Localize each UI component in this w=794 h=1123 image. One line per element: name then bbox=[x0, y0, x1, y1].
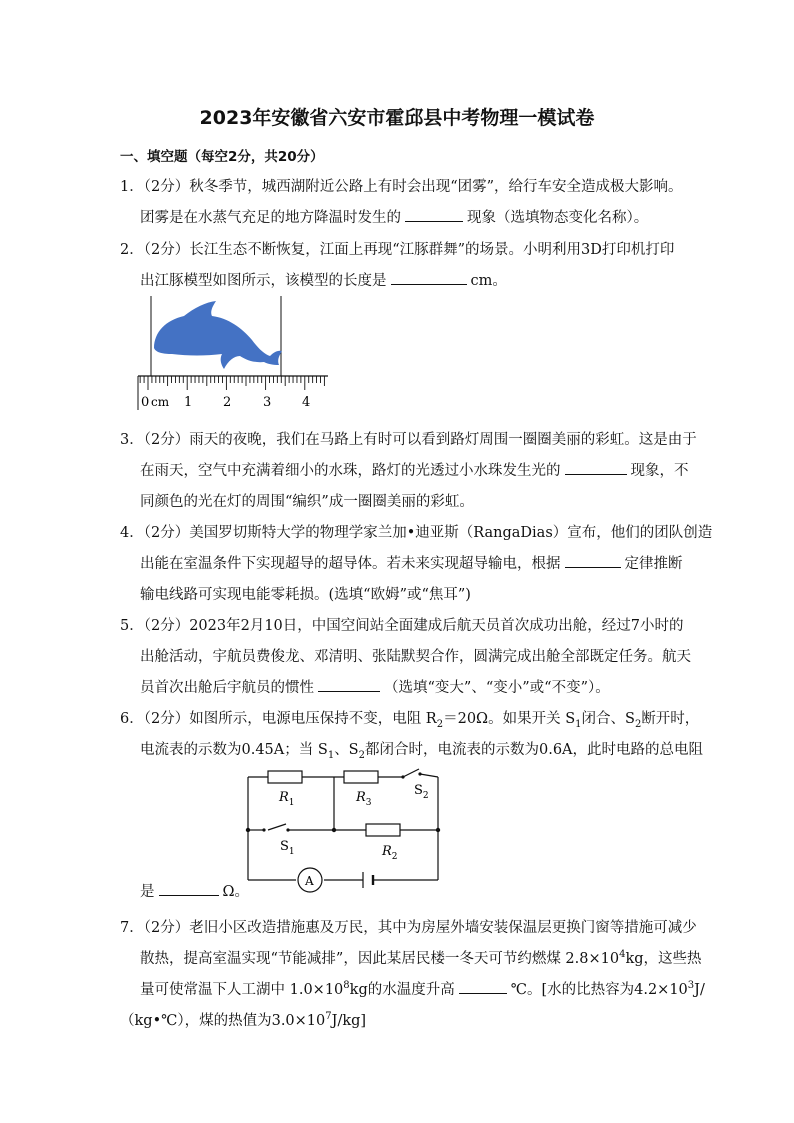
q3-line-3: 同颜色的光在灯的周围“编织”成一圈圈美丽的彩虹。 bbox=[140, 494, 474, 510]
answer-blank[interactable] bbox=[459, 979, 507, 994]
resistor-r2 bbox=[366, 824, 400, 836]
ruler-label-2: 2 bbox=[223, 395, 232, 410]
answer-blank[interactable] bbox=[159, 881, 219, 896]
ruler-unit: cm bbox=[151, 395, 170, 409]
label-r1: $R_1$ bbox=[279, 790, 295, 808]
q7-line-2: 散热，提高室温实现“节能减排”，因此某居民楼一冬天可节约燃煤 $2.8\times 10^4kg$，这些热 bbox=[140, 949, 702, 967]
page-title: 2023年安徽省六安市霍邱县中考物理一模试卷 bbox=[199, 107, 595, 129]
q2-line-1: 2．（2分）长江生态不断恢复，江面上再现“江豚群舞”的场景。小明利用3D打印机打印 bbox=[120, 242, 675, 258]
answer-blank[interactable] bbox=[565, 460, 627, 475]
q2-line-2: 出江豚模型如图所示，该模型的长度是 cm。 bbox=[140, 269, 507, 290]
answer-blank[interactable] bbox=[391, 270, 467, 285]
q6-line-3: 是 Ω。 bbox=[140, 880, 249, 901]
resistor-r3 bbox=[344, 771, 378, 783]
q7-line-1: 7．（2分）老旧小区改造措施惠及万民，其中为房屋外墙安装保温层更换门窗等措施可减少 bbox=[120, 920, 697, 936]
q3-line-2: 在雨天，空气中充满着细小的水珠，路灯的光透过小水珠发生光的 现象，不 bbox=[140, 459, 689, 480]
answer-blank[interactable] bbox=[565, 553, 621, 568]
q3-line-1: 3．（2分）雨天的夜晚，我们在马路上有时可以看到路灯周围一圈圈美丽的彩虹。这是由于 bbox=[120, 432, 697, 448]
q7-line-3: 量可使常温下人工湖中 $1.0\times 10^8kg$的水温度升高 ℃。[水的比热容为$4.2\times 10^3J/$ bbox=[140, 980, 705, 998]
q4-line-2: 出能在室温条件下实现超导的超导体。若未来实现超导输电，根据 定律推断 bbox=[140, 552, 683, 573]
ruler-label-0: 0 bbox=[141, 395, 150, 410]
answer-blank[interactable] bbox=[405, 207, 463, 222]
switch-s2 bbox=[403, 769, 419, 777]
ruler bbox=[138, 376, 328, 410]
circuit-diagram bbox=[240, 764, 446, 896]
label-r3: $R_3$ bbox=[356, 790, 372, 808]
q4-line-3: 输电线路可实现电能零耗损。(选填“欧姆”或“焦耳”) bbox=[140, 587, 471, 603]
label-r2: $R_2$ bbox=[382, 844, 398, 862]
label-s2: $S_2$ bbox=[414, 783, 429, 801]
q7-line-4: （kg•℃），煤的热值为$3.0\times 10^7J/kg$] bbox=[120, 1011, 367, 1029]
q5-line-3: 员首次出舱后宇航员的惯性 （选填“变大”、“变小”或“不变”）。 bbox=[140, 676, 610, 697]
q5-line-2: 出舱活动，宇航员费俊龙、邓清明、张陆默契合作，圆满完成出舱全部既定任务。航天 bbox=[140, 649, 691, 665]
dolphin-model bbox=[154, 301, 282, 369]
q1-line-1: 1．（2分）秋冬季节，城西湖附近公路上有时会出现“团雾”，给行车安全造成极大影响。 bbox=[120, 179, 683, 195]
answer-blank[interactable] bbox=[318, 677, 380, 692]
q6-line-1: 6．（2分）如图所示，电源电压保持不变，电阻 $R_2=20\Omega$。如果开关 $S_1$闭合、$S_2$断开时， bbox=[120, 711, 700, 730]
label-s1: $S_1$ bbox=[280, 839, 295, 857]
q5-line-1: 5．（2分）2023年2月10日，中国空间站全面建成后航天员首次成功出舱，经过7小时的 bbox=[120, 618, 684, 634]
q1-line-2: 团雾是在水蒸气充足的地方降温时发生的 现象（选填物态变化名称）。 bbox=[140, 206, 648, 227]
ruler-label-1: 1 bbox=[184, 395, 193, 410]
q6-line-2: 电流表的示数为0.45A；当 $S_1$、$S_2$都闭合时，电流表的示数为0.6A，此时电路的总电阻 bbox=[140, 742, 704, 761]
label-ammeter: A bbox=[305, 874, 314, 888]
section-heading: 一、填空题（每空2分，共20分） bbox=[120, 149, 324, 165]
ruler-label-4: 4 bbox=[302, 395, 311, 410]
resistor-r1 bbox=[268, 771, 302, 783]
ruler-figure bbox=[136, 296, 332, 414]
ruler-label-3: 3 bbox=[263, 395, 272, 410]
q4-line-1: 4．（2分）美国罗切斯特大学的物理学家兰加•迪亚斯（RangaDias）宣布，他们的团队创造 bbox=[120, 525, 713, 541]
